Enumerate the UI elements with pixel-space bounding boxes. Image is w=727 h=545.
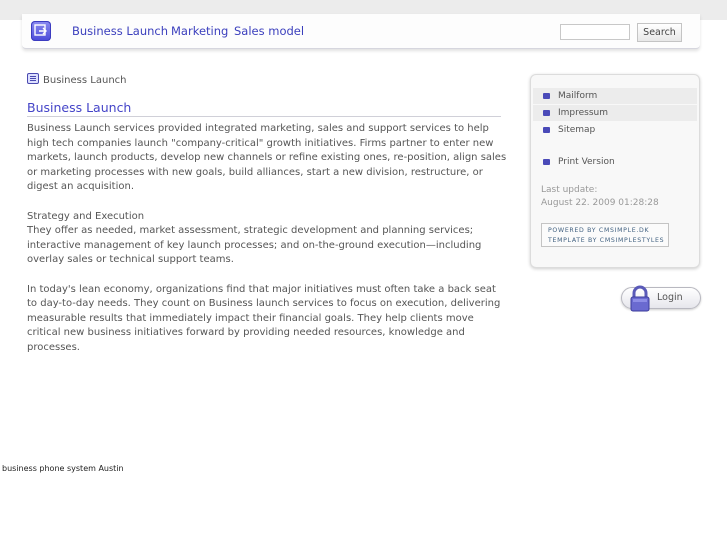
bullet-icon <box>543 93 550 99</box>
template-by-line: TEMPLATE BY CMSIMPLESTYLES <box>548 237 665 244</box>
sidebar-item-mailform[interactable]: Mailform <box>533 88 697 104</box>
nav-item-sales-model[interactable]: Sales model <box>234 24 305 38</box>
page-icon <box>27 73 39 84</box>
sidebar-item-sitemap[interactable]: Sitemap <box>533 122 697 138</box>
logo-icon[interactable] <box>31 21 51 41</box>
nav-item-marketing[interactable]: Marketing <box>171 24 229 38</box>
sidebar <box>530 74 700 268</box>
breadcrumb-label: Business Launch <box>43 75 127 86</box>
login-button[interactable] <box>621 287 701 309</box>
sidebar-item-impressum[interactable]: Impressum <box>533 105 697 121</box>
page-title: Business Launch <box>27 100 501 117</box>
paragraph-intro: Business Launch services provided integrated marketing, sales and support services to help high tech companies launch "company-critical" growth initiatives. Firms partner to enter new markets, launch products, develop new channels or refine existing ones, re-position, align sales or marketing processes with new goals, build alliances, start a new division, restructure, or digest an acquisition. <box>27 123 507 193</box>
bullet-icon <box>543 110 550 116</box>
top-navigation-bar <box>22 14 700 49</box>
last-update-label: Last update: <box>541 185 598 195</box>
login-label: Login <box>657 292 683 303</box>
main-content <box>27 122 507 356</box>
powered-by-badge[interactable] <box>541 223 669 247</box>
last-update <box>541 184 659 210</box>
paragraph-heading: Strategy and Execution <box>27 210 145 222</box>
paragraph-economy: In today's lean economy, organizations find that major initiatives must often take a back seat to day-to-day needs. They count on Business launch services to focus on execution, delivering measurable results that immediately impact their financial goals. They help clients move critical new business initiatives forward by providing needed resources, knowledge and processes. <box>27 283 501 353</box>
breadcrumb <box>27 73 127 86</box>
sidebar-item-print-version[interactable]: Print Version <box>533 154 697 170</box>
powered-by-line: POWERED BY CMSIMPLE.DK <box>548 227 650 234</box>
last-update-value: August 22. 2009 01:28:28 <box>541 198 659 208</box>
nav-item-business-launch[interactable]: Business Launch <box>72 24 169 38</box>
search-input[interactable] <box>560 24 630 40</box>
paragraph-strategy: They offer as needed, market assessment, strategic development and planning services; interactive management of key launch processes; and on-the-ground execution—including overlay sales or technical support teams. <box>27 225 482 266</box>
footer-link[interactable]: business phone system Austin <box>2 464 124 473</box>
bullet-icon <box>543 159 550 165</box>
bullet-icon <box>543 127 550 133</box>
lock-icon <box>627 284 653 312</box>
search-button[interactable]: Search <box>637 23 682 42</box>
